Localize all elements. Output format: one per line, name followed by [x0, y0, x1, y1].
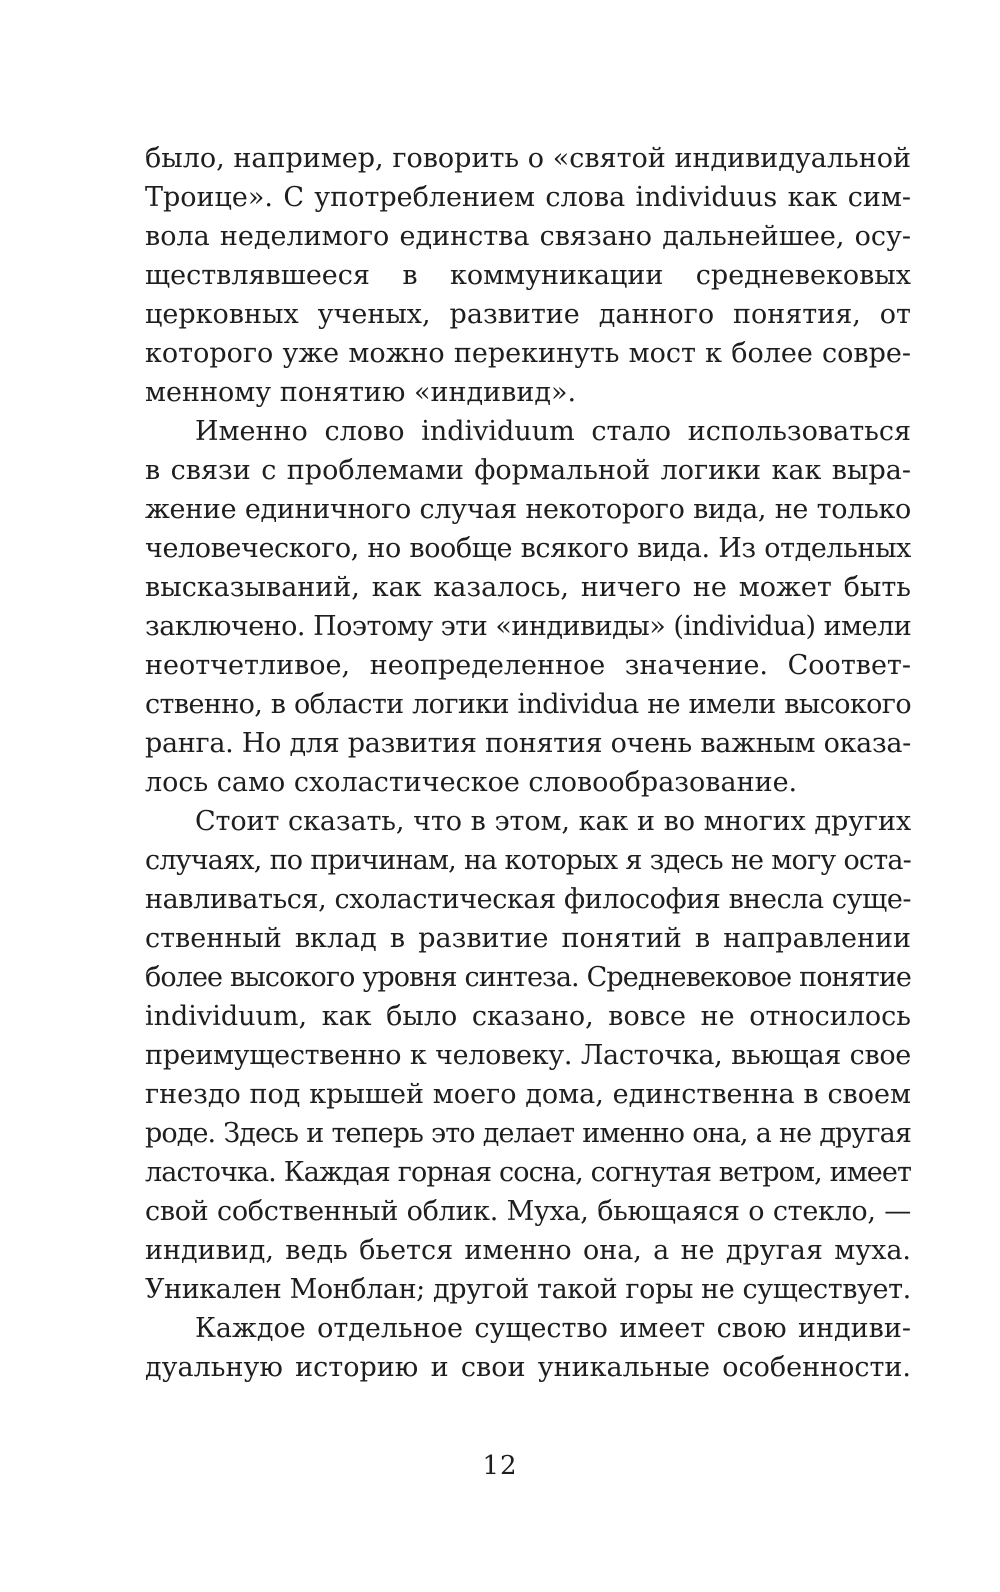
- text-line: менному понятию «индивид».: [145, 377, 577, 408]
- page-number: 12: [482, 1451, 518, 1481]
- text-line: навливаться, схоластическая философия внесла суще-: [145, 884, 912, 915]
- text-line: было, например, говорить о «святой индивидуальной: [145, 143, 911, 174]
- text-line: роде. Здесь и теперь это делает именно она, а не другая: [145, 1118, 911, 1149]
- text-line: ласточка. Каждая горная сосна, согнутая ветром, имеет: [145, 1157, 911, 1188]
- text-line: Каждое отдельное существо имеет свою индиви-: [195, 1313, 911, 1344]
- text-line: которого уже можно перекинуть мост к более совре-: [145, 338, 911, 369]
- text-line: жение единичного случая некоторого вида, не только: [145, 494, 911, 525]
- text-line: случаях, по причинам, на которых я здесь не могу оста-: [145, 845, 911, 876]
- text-line: более высокого уровня синтеза. Средневековое понятие: [145, 962, 911, 993]
- text-line: Именно слово individuum стало использоваться: [195, 416, 911, 447]
- text-line: ственно, в области логики individua не имели высокого: [145, 689, 911, 720]
- text-line: дуальную историю и свои уникальные особенности.: [145, 1352, 911, 1383]
- text-line: в связи с проблемами формальной логики как выра-: [145, 455, 911, 486]
- text-line: свой собственный облик. Муха, бьющаяся о стекло, —: [145, 1196, 911, 1227]
- text-line: ранга. Но для развития понятия очень важным оказа-: [145, 728, 911, 759]
- text-line: человеческого, но вообще всякого вида. Из отдельных: [145, 533, 911, 564]
- text-line: ственный вклад в развитие понятий в направлении: [145, 923, 911, 954]
- text-line: лось само схоластическое словообразование.: [145, 767, 798, 798]
- text-line: Стоит сказать, что в этом, как и во многих других: [195, 806, 911, 837]
- text-line: неотчетливое, неопределенное значение. Соответ-: [145, 650, 911, 681]
- text-line: individuum, как было сказано, вовсе не относилось: [145, 1001, 911, 1032]
- text-line: вола неделимого единства связано дальнейшее, осу-: [145, 221, 911, 252]
- text-line: преимущественно к человеку. Ласточка, вьющая свое: [145, 1040, 911, 1071]
- text-line: Уникален Монблан; другой такой горы не существует.: [145, 1274, 911, 1305]
- text-line: высказываний, как казалось, ничего не может быть: [145, 572, 911, 603]
- text-line: индивид, ведь бьется именно она, а не другая муха.: [145, 1235, 911, 1266]
- text-line: ществлявшееся в коммуникации средневековых: [145, 260, 911, 291]
- body-text: [145, 139, 911, 1387]
- text-line: гнездо под крышей моего дома, единственна в своем: [145, 1079, 911, 1110]
- text-line: церковных ученых, развитие данного понятия, от: [145, 299, 911, 330]
- text-line: заключено. Поэтому эти «индивиды» (individua) имели: [145, 611, 912, 642]
- text-line: Троице». С употреблением слова individuus как сим-: [145, 182, 911, 213]
